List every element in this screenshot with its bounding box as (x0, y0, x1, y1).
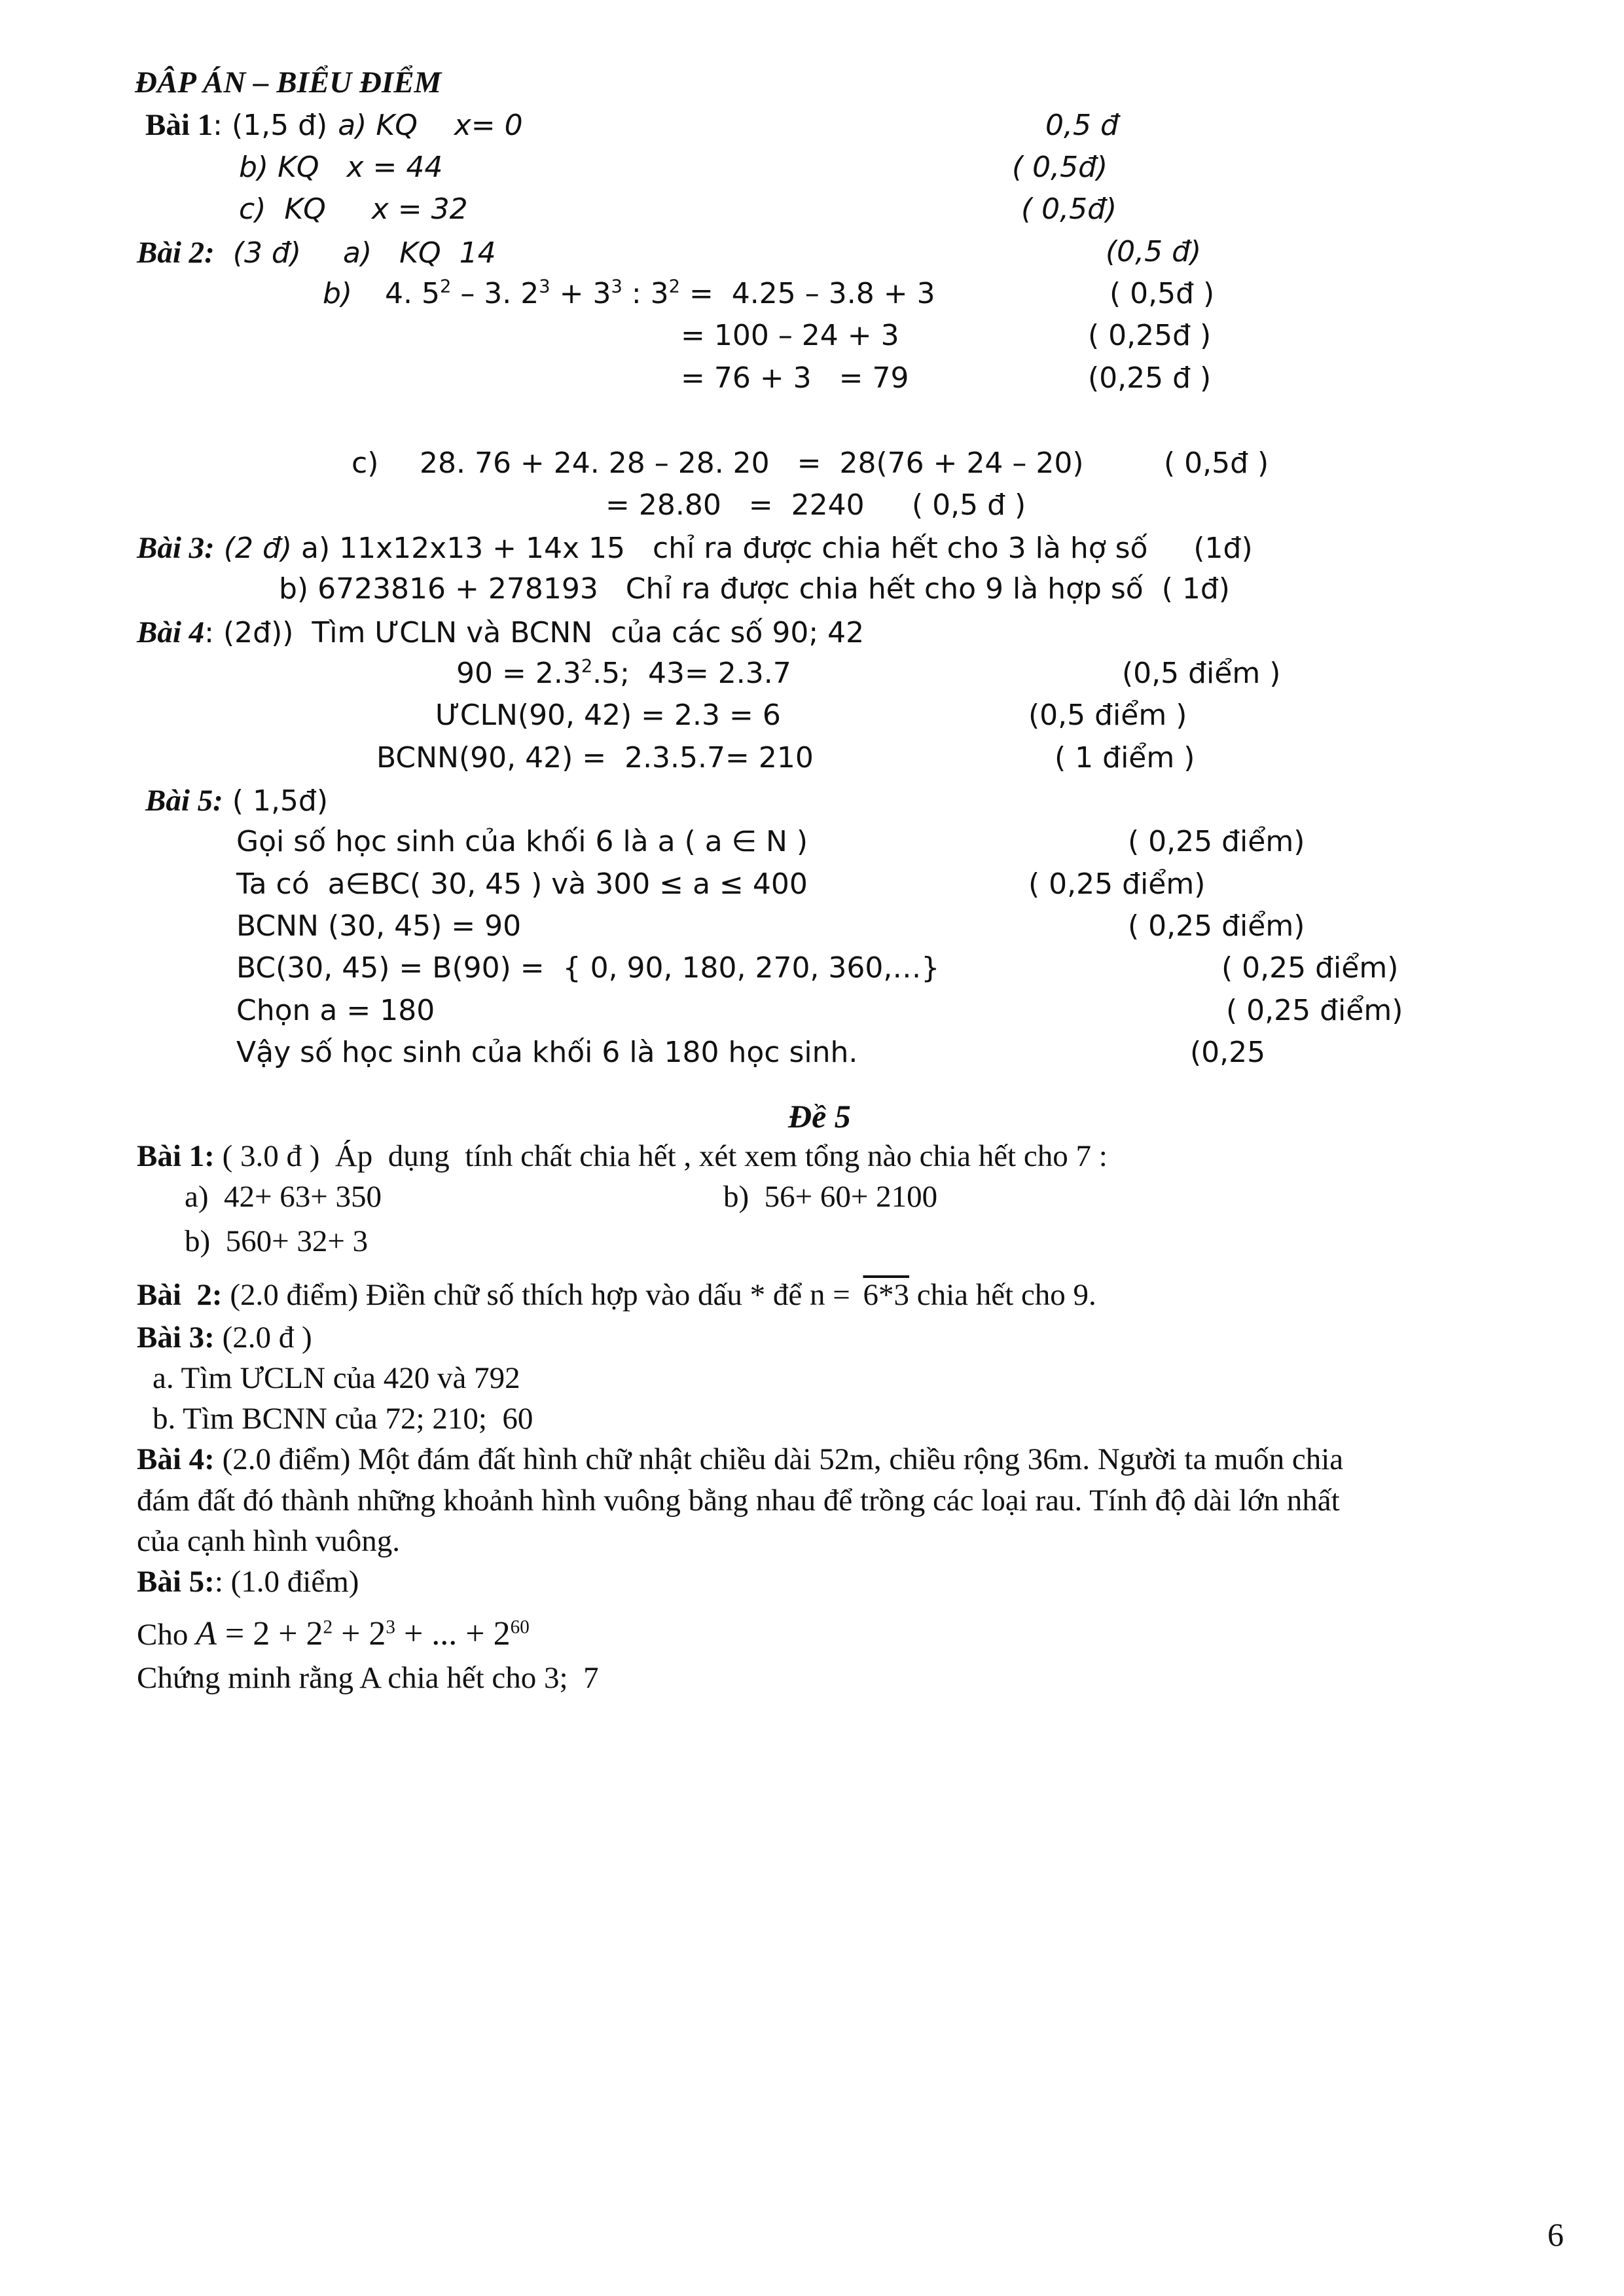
bai4-l3-score: ( 1 điểm ) (1055, 741, 1195, 774)
bai1-c: c) KQ x = 32 (239, 192, 468, 226)
bai2-b-exp2: 3 (539, 276, 550, 297)
de5-bai1-label: Bài 1: (137, 1139, 215, 1173)
page-number: 6 (1547, 2216, 1564, 2253)
de5-bai5-cho: Cho (137, 1618, 196, 1652)
bai5-l6: Vậy số học sinh của khối 6 là 180 học sinh. (236, 1036, 858, 1069)
bai5-l2-score: ( 0,25 điểm) (1028, 867, 1206, 901)
bai5-l2: Ta có a∈BC( 30, 45 ) và 300 ≤ a ≤ 400 (236, 867, 808, 901)
de5-bai3-b: b. Tìm BCNN của 72; 210; 60 (153, 1402, 533, 1436)
bai3-points: (2 đ) (214, 532, 293, 565)
de5-bai1-line (137, 1141, 1108, 1172)
bai3-label: Bài 3: (137, 531, 215, 565)
bai4-l1-pre: 90 = 2.3 (456, 657, 581, 690)
bai2-c-line2: = 28.80 = 2240 (605, 488, 865, 522)
de5-bai3-text: (2.0 đ ) (214, 1321, 312, 1355)
bai2-a-score: (0,5 đ) (1106, 235, 1202, 268)
bai5-l1-score: ( 0,25 điểm) (1128, 825, 1305, 858)
bai4-l1 (456, 656, 791, 690)
de5-bai5-f3: + ... + 2 (395, 1615, 511, 1652)
bai2-b-exp1: 2 (439, 276, 452, 297)
bai2-b-mid1: – 3. 2 (451, 277, 539, 310)
bai2-b-mid3: : 3 (622, 277, 669, 310)
bai1-points: : (1,5 đ) (213, 109, 328, 142)
bai3-a: a) 11x12x13 + 14x 15 chỉ ra được chia hết cho 3 là hợ số (1đ) (292, 532, 1253, 565)
bai1-header (145, 110, 523, 141)
de5-bai4-label: Bài 4: (137, 1442, 215, 1476)
de5-bai5-line (137, 1567, 359, 1597)
bai3-line1 (137, 533, 1253, 564)
bai2-b-pre: 4. 5 (385, 277, 440, 310)
bai5-label: Bài 5: (145, 784, 223, 818)
bai2-b-label: b) (323, 277, 353, 310)
bai2-b-score: ( 0,5đ ) (1110, 277, 1215, 310)
bai5-l5: Chọn a = 180 (236, 994, 435, 1027)
de5-title: Đề 5 (788, 1098, 851, 1135)
de5-bai2-tail: chia hết cho 9. (909, 1278, 1096, 1312)
de5-bai3-label: Bài 3: (137, 1321, 215, 1355)
bai1-b: b) KQ x = 44 (239, 151, 443, 184)
de5-bai2-number: 6*3 (863, 1278, 909, 1312)
bai2-b-post: = 4.25 – 3.8 + 3 (679, 277, 935, 310)
bai2-b-mid2: + 3 (550, 277, 611, 310)
bai4-l3: BCNN(90, 42) = 2.3.5.7= 210 (376, 741, 814, 774)
de5-bai4-text1: (2.0 điểm) Một đám đất hình chữ nhật chiều dài 52m, chiều rộng 36m. Người ta muốn chia (214, 1442, 1344, 1476)
bai2-b-line2: = 100 – 24 + 3 (681, 319, 899, 352)
bai1-b-score: ( 0,5đ) (1012, 151, 1108, 184)
bai1-a: a) KQ x= 0 (338, 109, 523, 142)
bai5-points: ( 1,5đ) (223, 784, 329, 818)
bai1-c-score: ( 0,5đ) (1021, 192, 1117, 226)
de5-bai3-line (137, 1322, 312, 1353)
bai5-l3: BCNN (30, 45) = 90 (236, 909, 522, 943)
bai5-l3-score: ( 0,25 điểm) (1128, 909, 1305, 943)
de5-bai3-a: a. Tìm ƯCLN của 420 và 792 (153, 1361, 520, 1395)
de5-bai2-line (137, 1280, 1096, 1311)
bai2-header (137, 238, 496, 268)
de5-bai5-var: A (196, 1615, 217, 1652)
de5-bai5-label: Bài 5: (137, 1565, 215, 1599)
bai3-b: b) 6723816 + 278193 Chỉ ra được chia hết cho 9 là hợp số ( 1đ) (279, 572, 1230, 606)
bai2-c-line1: 28. 76 + 24. 28 – 28. 20 = 28(76 + 24 – 20) (420, 446, 1084, 480)
bai4-points: : (2đ)) Tìm ƯCLN và BCNN của các số 90; 42 (204, 616, 865, 649)
bai2-c-line2-score: ( 0,5 đ ) (912, 488, 1026, 522)
bai5-l5-score: ( 0,25 điểm) (1226, 994, 1403, 1027)
answer-key-title: ĐÂP ÁN – BIỂU ĐIỂM (135, 65, 442, 100)
bai5-l4-score: ( 0,25 điểm) (1221, 951, 1399, 985)
de5-bai4-line1 (137, 1444, 1343, 1475)
bai1-a-score: 0,5 đ (1045, 109, 1119, 142)
bai4-l2: ƯCLN(90, 42) = 2.3 = 6 (435, 699, 781, 732)
de5-bai1-c: b) 560+ 32+ 3 (185, 1224, 369, 1258)
de5-bai5-prove: Chứng minh rằng A chia hết cho 3; 7 (137, 1661, 599, 1695)
bai1-label: Bài 1 (145, 108, 213, 142)
de5-bai4-line2: đám đất đó thành những khoảnh hình vuông bằng nhau để trồng các loại rau. Tính độ dài lớn nhất (137, 1484, 1340, 1518)
de5-bai5-e3: 60 (510, 1616, 530, 1638)
bai5-l6-score: (0,25 (1190, 1036, 1266, 1069)
bai5-header (145, 786, 328, 816)
bai2-b-line3-score: (0,25 đ ) (1088, 361, 1212, 395)
de5-bai5-f1: = 2 + 2 (216, 1615, 323, 1652)
de5-bai1-b: b) 56+ 60+ 2100 (723, 1180, 938, 1214)
bai4-l1-exp: 2 (581, 656, 593, 677)
bai2-points: (3 đ) (214, 236, 302, 270)
bai2-b-line3: = 76 + 3 = 79 (681, 361, 909, 395)
bai4-l1-score: (0,5 điểm ) (1122, 657, 1281, 690)
bai4-line1 (137, 617, 864, 648)
bai2-label: Bài 2: (137, 236, 215, 270)
de5-bai2-text: (2.0 điểm) Điền chữ số thích hợp vào dấu * để n = (222, 1278, 858, 1312)
de5-bai5-f2: + 2 (333, 1615, 386, 1652)
bai2-b-exp4: 2 (668, 276, 680, 297)
bai2-b-line2-score: ( 0,25đ ) (1088, 319, 1212, 352)
de5-bai1-text: ( 3.0 đ ) Áp dụng tính chất chia hết , xét xem tổng nào chia hết cho 7 : (214, 1139, 1108, 1173)
bai4-l1-post: .5; 43= 2.3.7 (592, 657, 791, 690)
bai5-l4: BC(30, 45) = B(90) = { 0, 90, 180, 270, 360,…} (236, 951, 940, 985)
bai2-a: a) KQ 14 (343, 236, 496, 270)
bai2-c-score: ( 0,5đ ) (1164, 446, 1269, 480)
de5-bai5-e2: 3 (386, 1616, 395, 1638)
bai4-label: Bài 4 (137, 615, 205, 649)
bai5-l1: Gọi số học sinh của khối 6 là a ( a ∈ N ) (236, 825, 808, 858)
de5-bai4-line3: của cạnh hình vuông. (137, 1524, 401, 1558)
bai2-b-exp3: 3 (611, 276, 623, 297)
de5-bai5-formula (137, 1617, 530, 1651)
de5-bai5-text: : (1.0 điểm) (214, 1565, 359, 1599)
bai4-l2-score: (0,5 điểm ) (1028, 699, 1187, 732)
de5-bai5-e1: 2 (323, 1616, 333, 1638)
de5-bai2-label: Bài 2: (137, 1278, 223, 1312)
bai2-b-line1 (385, 276, 935, 310)
de5-bai1-a: a) 42+ 63+ 350 (185, 1180, 382, 1214)
bai2-c-label: c) (352, 446, 379, 480)
